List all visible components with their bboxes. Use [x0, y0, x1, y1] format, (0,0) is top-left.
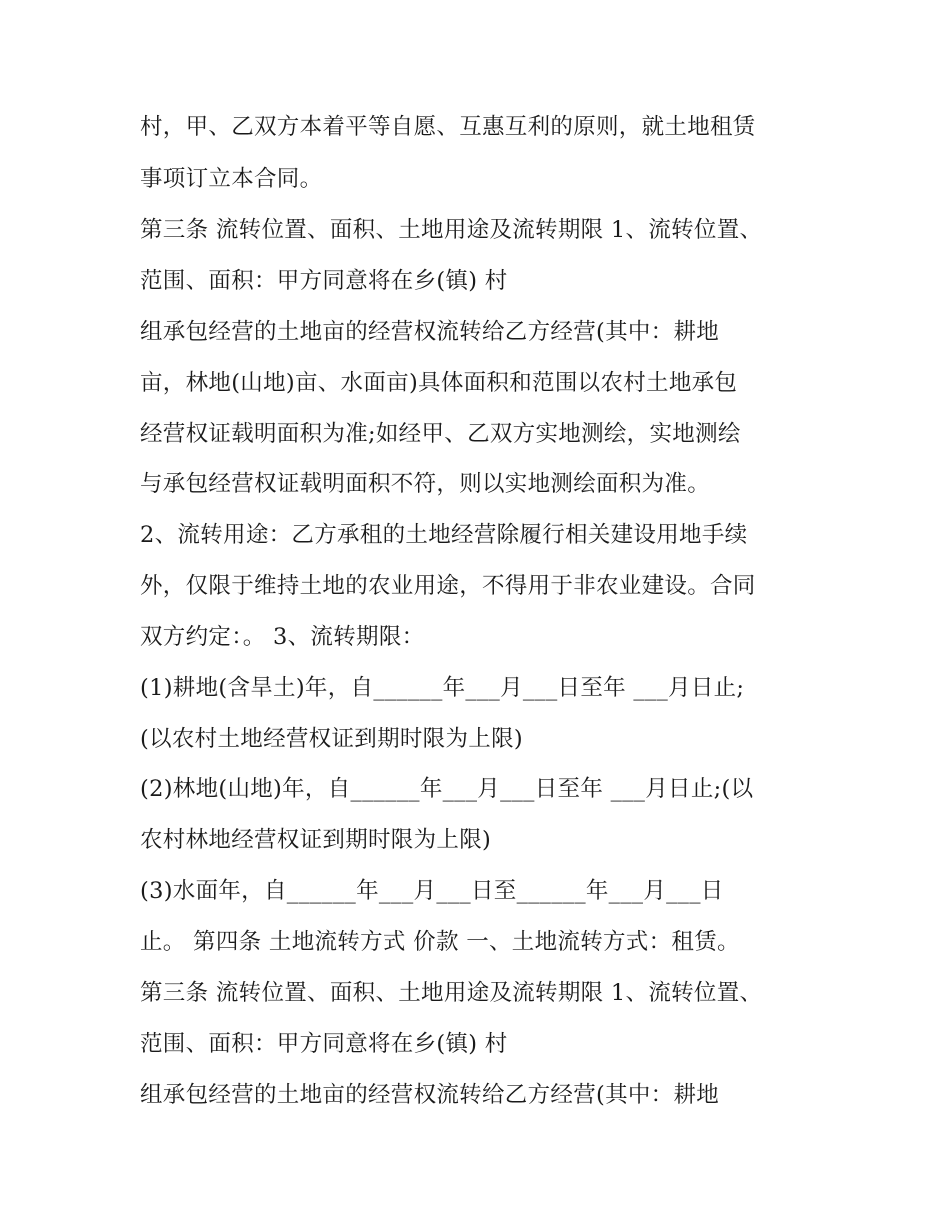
text-line: (以农村土地经营权证到期时限为上限): [140, 726, 523, 752]
text-line: 范围、面积：甲方同意将在乡(镇) 村: [140, 268, 508, 294]
text-line: 事项订立本合同。: [140, 166, 323, 192]
text-line: (3)水面年，自______年___月___日至______年___月___日: [140, 878, 724, 904]
text-line: 村，甲、乙双方本着平等自愿、互惠互利的原则，就土地租赁: [140, 114, 756, 140]
text-line: (1)耕地(含旱土)年，自______年___月___日至年 ___月日止;: [140, 675, 745, 701]
text-line: 第三条 流转位置、面积、土地用途及流转期限 1、流转位置、: [140, 980, 763, 1006]
text-line: 范围、面积：甲方同意将在乡(镇) 村: [140, 1031, 508, 1057]
text-line: 亩，林地(山地)亩、水面亩)具体面积和范围以农村土地承包: [140, 370, 738, 396]
text-line: 第三条 流转位置、面积、土地用途及流转期限 1、流转位置、: [140, 217, 763, 243]
text-line: 双方约定：。 3、流转期限：: [140, 624, 425, 650]
text-line: 组承包经营的土地亩的经营权流转给乙方经营(其中：耕地: [140, 319, 720, 345]
text-line: 组承包经营的土地亩的经营权流转给乙方经营(其中：耕地: [140, 1082, 720, 1108]
text-line: (2)林地(山地)年，自______年___月___日至年 ___月日止;(以: [140, 776, 754, 802]
text-line: 与承包经营权证载明面积不符，则以实地测绘面积为准。: [140, 471, 711, 497]
text-line: 农村林地经营权证到期时限为上限): [140, 827, 492, 853]
text-line: 经营权证载明面积为准;如经甲、乙双方实地测绘，实地测绘: [140, 421, 741, 447]
text-line: 外，仅限于维持土地的农业用途，不得用于非农业建设。合同: [140, 573, 756, 599]
text-line: 2、流转用途：乙方承租的土地经营除履行相关建设用地手续: [140, 522, 748, 548]
text-line: 止。 第四条 土地流转方式 价款 一、土地流转方式：租赁。: [140, 929, 740, 955]
